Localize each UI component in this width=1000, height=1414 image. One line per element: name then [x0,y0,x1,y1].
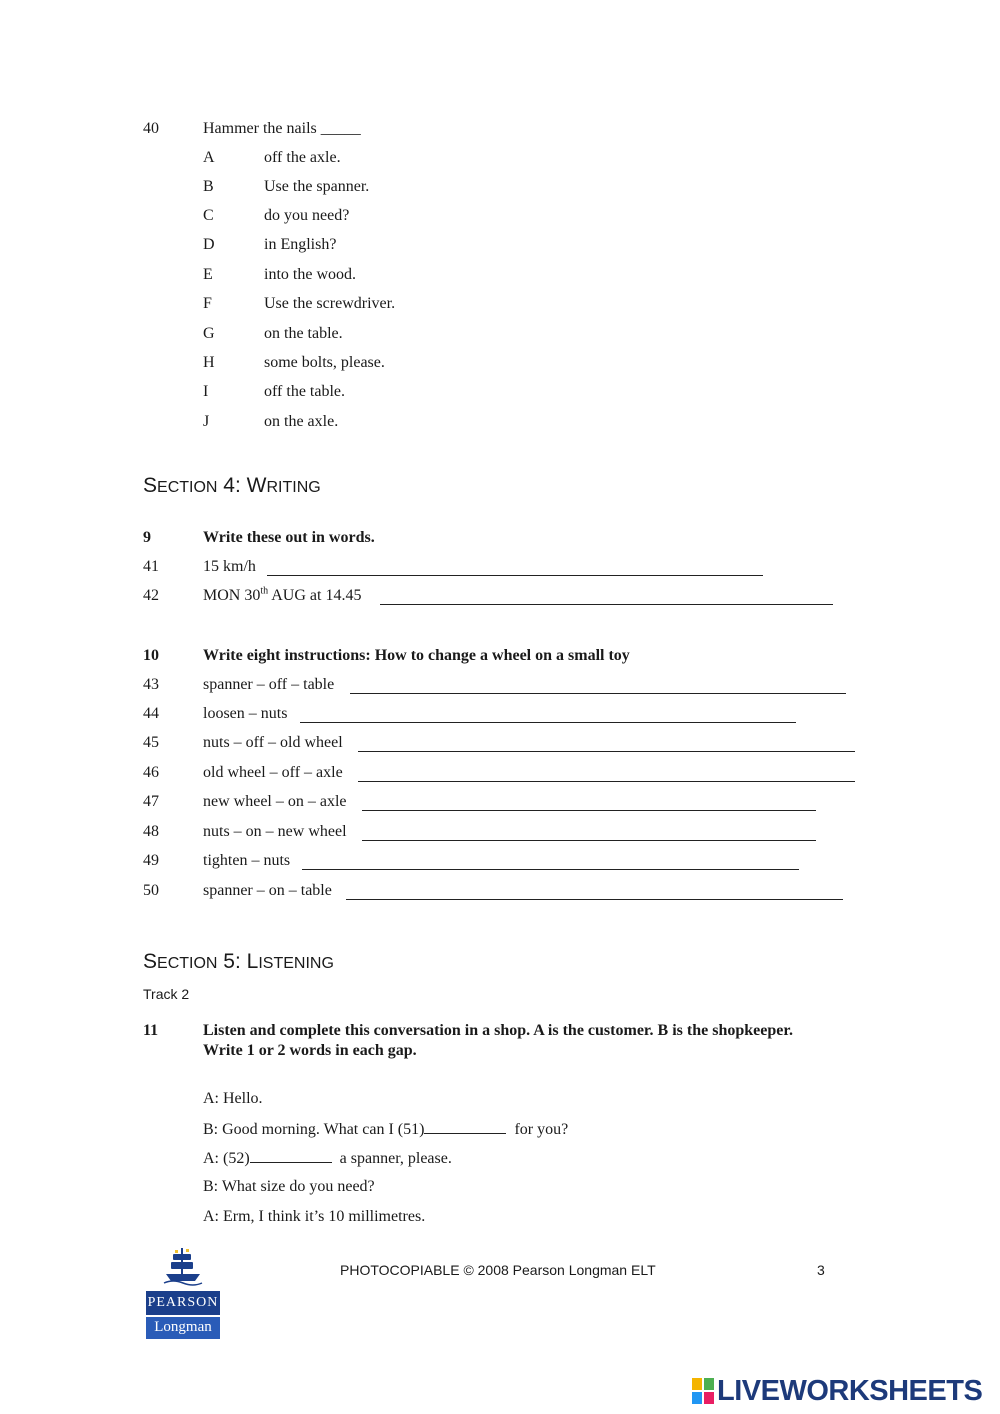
option-text: off the axle. [264,149,341,166]
option-text: on the axle. [264,413,339,430]
question-text: old wheel – off – axle [203,764,343,781]
task-number: 9 [143,529,151,546]
liveworksheets-watermark [692,1376,982,1406]
question-prompt: Hammer the nails _____ [203,120,361,137]
question-text: loosen – nuts [203,705,288,722]
task-number: 10 [143,647,159,664]
question-text: nuts – off – old wheel [203,734,343,751]
option-letter: D [203,236,215,253]
dialogue-line: A: (52) a spanner, please. [203,1150,452,1167]
gap-52[interactable] [250,1148,332,1163]
option-letter: A [203,149,215,166]
page-number: 3 [817,1262,825,1278]
option-text: into the wood. [264,266,356,283]
dialogue-line: B: What size do you need? [203,1178,375,1195]
gap-51[interactable] [424,1119,506,1134]
answer-line-49[interactable] [302,855,799,870]
option-text: some bolts, please. [264,354,385,371]
option-text: Use the screwdriver. [264,295,396,312]
question-number: 47 [143,793,159,810]
option-letter: G [203,325,215,342]
answer-line-45[interactable] [358,737,855,752]
option-text: Use the spanner. [264,178,370,195]
section-4-heading: SECTION 4: WRITING [143,474,321,497]
question-text: MON 30th AUG at 14.45 [203,585,362,604]
question-number: 46 [143,764,159,781]
task-title-line-2: Write 1 or 2 words in each gap. [203,1042,417,1059]
copyright-notice: PHOTOCOPIABLE © 2008 Pearson Longman ELT [340,1262,656,1278]
question-number: 48 [143,823,159,840]
option-letter: I [203,383,209,400]
question-number: 49 [143,852,159,869]
liveworksheets-logo-icon [692,1378,714,1404]
option-text: in English? [264,236,337,253]
track-label: Track 2 [143,986,190,1002]
option-text: on the table. [264,325,343,342]
pearson-longman-logo [146,1244,220,1335]
task-title: Write these out in words. [203,529,375,546]
question-text: nuts – on – new wheel [203,823,347,840]
answer-line-41[interactable] [267,561,763,576]
question-number: 43 [143,676,159,693]
answer-line-47[interactable] [362,796,816,811]
option-text: off the table. [264,383,346,400]
answer-line-46[interactable] [358,767,855,782]
question-number: 40 [143,120,159,137]
logo-line-longman: Longman [146,1315,220,1339]
question-number: 41 [143,558,159,575]
question-text: spanner – off – table [203,676,335,693]
answer-line-42[interactable] [380,590,833,605]
option-text: do you need? [264,207,350,224]
watermark-text: LIVEWORKSHEETS [717,1375,983,1407]
question-number: 50 [143,882,159,899]
option-letter: H [203,354,215,371]
question-number: 44 [143,705,159,722]
task-number: 11 [143,1022,159,1039]
logo-line-pearson: PEARSON [146,1291,220,1315]
question-text: 15 km/h [203,558,256,575]
question-number: 42 [143,587,159,604]
answer-line-43[interactable] [350,679,846,694]
option-letter: F [203,295,212,312]
ship-icon [146,1244,220,1286]
option-letter: C [203,207,214,224]
task-title: Listen and complete this conversation in a shop. A is the customer. B is the shopkeeper. [203,1022,793,1039]
option-letter: E [203,266,213,283]
task-title: Write eight instructions: How to change a wheel on a small toy [203,647,630,664]
dialogue-line: A: Hello. [203,1090,263,1107]
option-letter: B [203,178,214,195]
question-number: 45 [143,734,159,751]
option-letter: J [203,413,210,430]
answer-line-50[interactable] [346,885,843,900]
answer-line-44[interactable] [300,708,796,723]
question-text: new wheel – on – axle [203,793,347,810]
dialogue-line: A: Erm, I think it’s 10 millimetres. [203,1208,426,1225]
question-text: tighten – nuts [203,852,291,869]
answer-line-48[interactable] [362,826,816,841]
question-text: spanner – on – table [203,882,332,899]
section-5-heading: SECTION 5: LISTENING [143,950,334,973]
dialogue-line: B: Good morning. What can I (51) for you? [203,1121,569,1138]
